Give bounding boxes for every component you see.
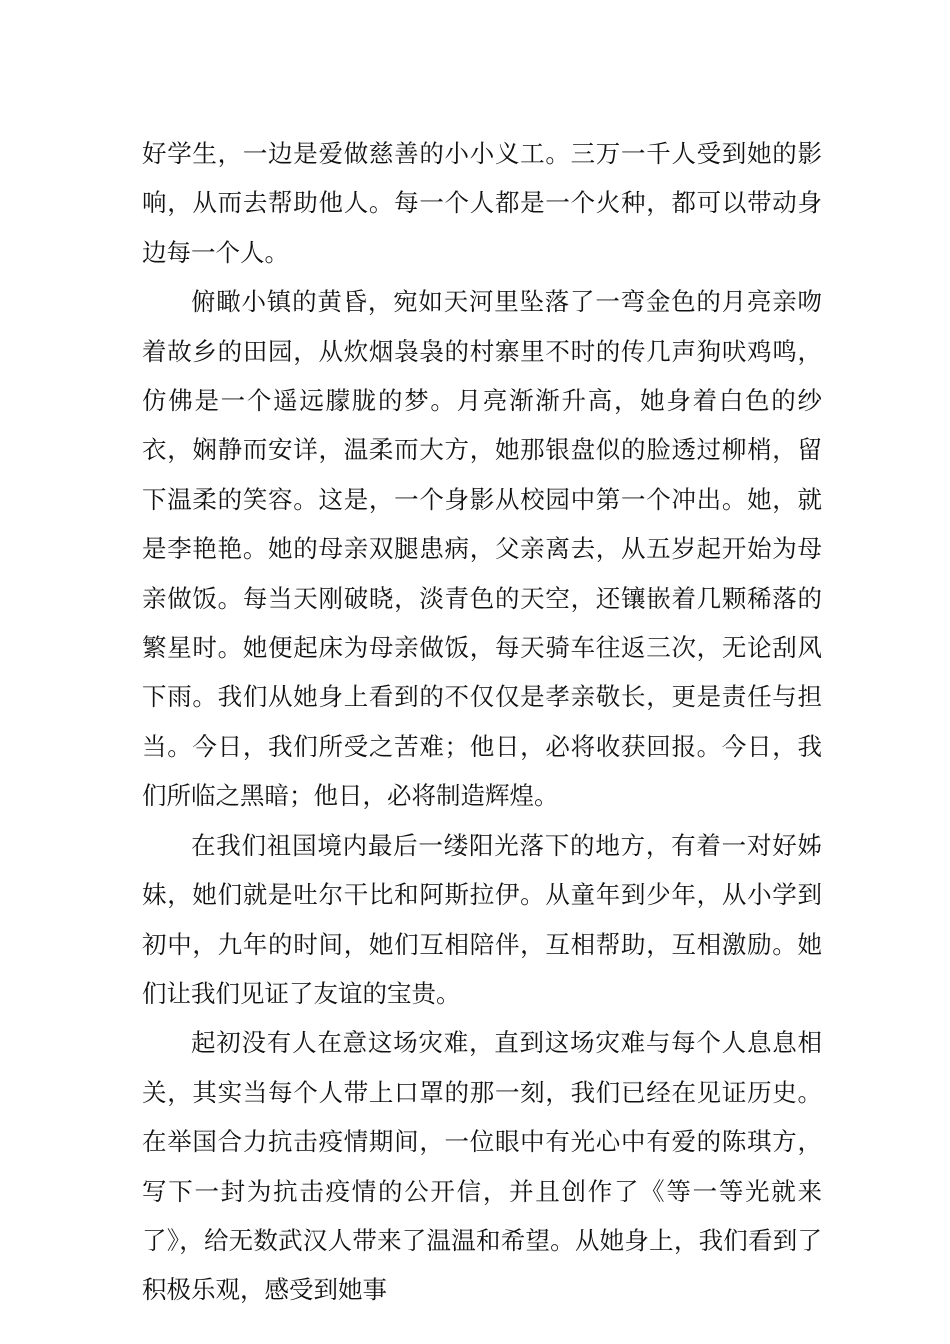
paragraph-3: 在我们祖国境内最后一缕阳光落下的地方，有着一对好姊妹，她们就是吐尔干比和阿斯拉伊。从童年到少年，从小学到初中，九年的时间，她们互相陪伴，互相帮助，互相激励。她们让我们见证了友谊的宝贵。 bbox=[142, 830, 822, 1008]
paragraph-1: 好学生，一边是爱做慈善的小小义工。三万一千人受到她的影响，从而去帮助他人。每一个人都是一个火种，都可以带动身边每一个人。 bbox=[142, 139, 822, 267]
paragraph-2: 俯瞰小镇的黄昏，宛如天河里坠落了一弯金色的月亮亲吻着故乡的田园，从炊烟袅袅的村寨里不时的传几声狗吠鸡鸣，仿佛是一个遥远朦胧的梦。月亮渐渐升高，她身着白色的纱衣，娴静而安详，温柔而大方，她那银盘似的脸透过柳梢，留下温柔的笑容。这是，一个身影从校园中第一个冲出。她，就是李艳艳。她的母亲双腿患病，父亲离去，从五岁起开始为母亲做饭。每当天刚破晓，淡青色的天空，还镶嵌着几颗稀落的繁星时。她便起床为母亲做饭，每天骑车往返三次，无论刮风下雨。我们从她身上看到的不仅仅是孝亲敬长，更是责任与担当。今日，我们所受之苦难；他日，必将收获回报。今日，我们所临之黑暗；他日，必将制造辉煌。 bbox=[142, 287, 822, 811]
document-body bbox=[142, 129, 822, 1315]
paragraph-4: 起初没有人在意这场灾难，直到这场灾难与每个人息息相关，其实当每个人带上口罩的那一刻，我们已经在见证历史。在举国合力抗击疫情期间，一位眼中有光心中有爱的陈琪方，写下一封为抗击疫情的公开信，并且创作了《等一等光就来了》，给无数武汉人带来了温温和希望。从她身上，我们看到了积极乐观，感受到她事 bbox=[142, 1028, 822, 1305]
